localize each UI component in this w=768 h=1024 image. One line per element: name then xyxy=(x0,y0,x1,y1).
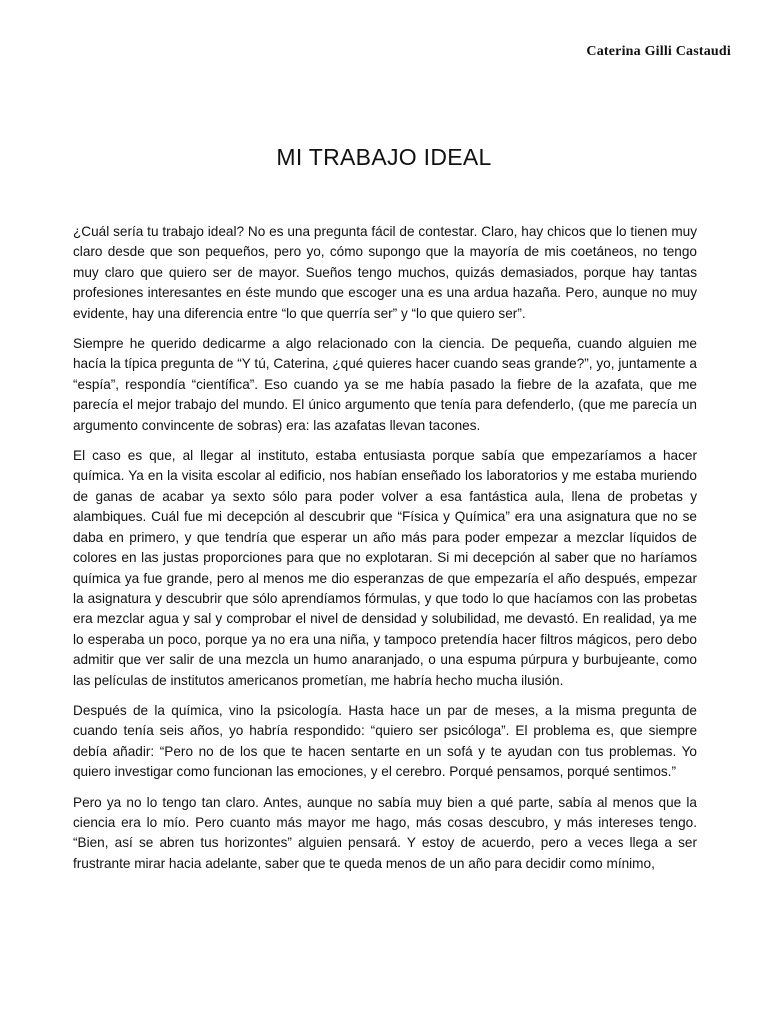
document-title: MI TRABAJO IDEAL xyxy=(276,144,492,170)
paragraph-1: ¿Cuál sería tu trabajo ideal? No es una pregunta fácil de contestar. Claro, hay chicos que lo tienen muy claro desde que son pequeños, pero yo, cómo supongo que la mayoría de mis coetáneos, no tengo muy claro que quiero ser de mayor. Sueños tengo muchos, quizás demasiados, porque hay tantas profesiones interesantes en éste mundo que escoger una es una ardua hazaña. Pero, aunque no muy evidente, hay una diferencia entre “lo que querría ser” y “lo que quiero ser”. xyxy=(73,224,697,321)
paragraph-3: El caso es que, al llegar al instituto, estaba entusiasta porque sabía que empezaríamos a hacer química. Ya en la visita escolar al edificio, nos habían enseñado los laboratorios y me estaba muriendo de ganas de acabar ya sexto sólo para poder volver a esa fantástica aula, llena de probetas y alambiques. Cuál fue mi decepción al descubrir que “Física y Química” era una asignatura que no se daba en primero, y que tendría que esperar un año más para poder empezar a mezclar líquidos de colores en las justas proporciones para que no explotaran. Si mi decepción al saber que no haríamos química ya fue grande, pero al menos me dio esperanzas de que empezaría el año después, empezar la asignatura y descubrir que sólo aprendíamos fórmulas, y que todo lo que hacíamos con las probetas era mezclar agua y sal y comprobar el nivel de densidad y solubilidad, me devastó. En realidad, ya me lo esperaba un poco, porque ya no era una niña, y tampoco pretendía hacer filtros mágicos, pero debo admitir que ver salir de una mezcla un humo anaranjado, o una espuma púrpura y burbujeante, como las películas de institutos americanos prometían, me habría hecho mucha ilusión. xyxy=(73,448,697,688)
paragraph-5: Pero ya no lo tengo tan claro. Antes, aunque no sabía muy bien a qué parte, sabía al menos que la ciencia era lo mío. Pero cuanto más mayor me hago, más cosas descubro, y más intereses tengo. “Bien, así se abren tus horizontes” alguien pensará. Y estoy de acuerdo, pero a veces llega a ser frustrante mirar hacia adelante, saber que te queda menos de un año para decidir como mínimo, xyxy=(73,794,697,871)
paragraph-4: Después de la química, vino la psicología. Hasta hace un par de meses, a la misma pregunta de cuando tenía seis años, yo habría respondido: “quiero ser psicóloga”. El problema es, que siempre debía añadir: “Pero no de los que te hacen sentarte en un sofá y te ayudan con tus problemas. Yo quiero investigar como funcionan las emociones, y el cerebro. Porqué pensamos, porqué sentimos.” xyxy=(73,702,697,780)
author-name: Caterina Gilli Castaudi xyxy=(586,44,731,59)
paragraph-2: Siempre he querido dedicarme a algo relacionado con la ciencia. De pequeña, cuando alguien me hacía la típica pregunta de “Y tú, Caterina, ¿qué quieres hacer cuando seas grande?”, yo, juntamente a “espía”, respondía “científica”. Eso cuando ya se me había pasado la fiebre de la azafata, que me parecía el mejor trabajo del mundo. El único argumento que tenía para defenderlo, (que me parecía un argumento convincente de sobras) era: las azafatas llevan tacones. xyxy=(73,336,697,433)
document-body xyxy=(73,222,697,884)
